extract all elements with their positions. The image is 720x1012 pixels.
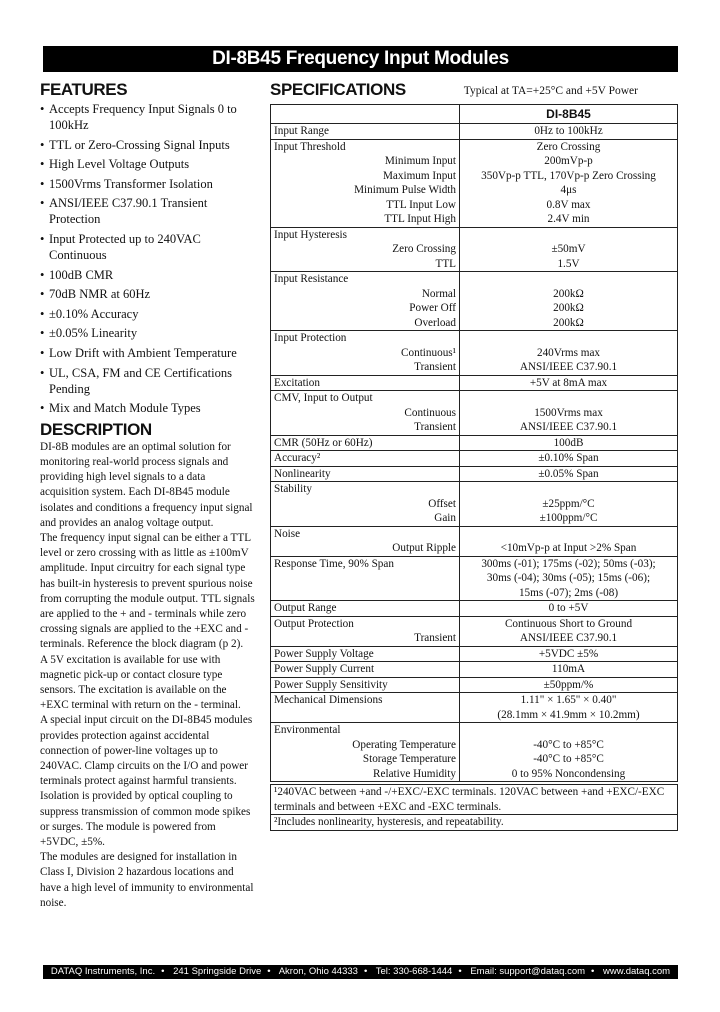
spec-label: Accuracy² [274, 452, 321, 464]
spec-label-cell [271, 331, 460, 376]
table-row [271, 466, 678, 482]
feature-item: • Input Protected up to 240VAC Continuous [40, 231, 255, 263]
spec-value [463, 331, 674, 346]
table-row [271, 556, 678, 601]
table-row [271, 391, 678, 436]
table-row [271, 482, 678, 527]
spec-sublabel: TTL Input Low [386, 198, 456, 211]
spec-value-cell [460, 662, 678, 678]
right-column [270, 80, 678, 831]
spec-value: ±25ppm/°C [542, 497, 595, 510]
spec-value-cell [460, 124, 678, 140]
footnotes [270, 784, 678, 831]
spec-value: ANSI/IEEE C37.90.1 [519, 632, 618, 644]
spec-label-cell [271, 601, 460, 617]
description-heading: DESCRIPTION [40, 419, 152, 439]
spec-label: Power Supply Sensitivity [274, 678, 388, 691]
description-paragraph: DI-8B modules are an optimal solution for monitoring real-world process signals and providing high level signals to a data acquisition system. Each DI-8B45 module isolates and conditions a frequency input signal and provides an analog voltage output. [40, 440, 253, 529]
feature-item: • Mix and Match Module Types [40, 400, 255, 416]
spec-sublabel: Maximum Input [382, 169, 456, 182]
header-spacer [271, 105, 460, 124]
spec-value-cell [460, 272, 678, 331]
spec-value: ±100ppm/°C [539, 512, 598, 524]
spec-value-cell [460, 139, 678, 227]
spec-label-cell [271, 723, 460, 782]
spec-value-cell [460, 693, 678, 723]
spec-value: 200kΩ [553, 287, 584, 300]
spec-value-cell [460, 466, 678, 482]
footer-company: DATAQ Instruments, Inc. [50, 966, 156, 977]
spec-label: Stability [274, 483, 312, 495]
table-row [271, 601, 678, 617]
feature-item: • TTL or Zero-Crossing Signal Inputs [40, 137, 255, 153]
spec-label-cell [271, 451, 460, 467]
feature-item: • ANSI/IEEE C37.90.1 Transient Protection [40, 195, 255, 227]
spec-value-cell [460, 331, 678, 376]
spec-label: Response Time, 90% Span [274, 557, 394, 570]
spec-label: CMR (50Hz or 60Hz) [274, 436, 373, 449]
spec-value [463, 527, 674, 542]
spec-value: 240Vrms max [536, 346, 601, 359]
footer-phone: Tel: 330-668-1444 [375, 966, 453, 977]
spec-value: 100dB [553, 436, 584, 449]
spec-value: 0 to +5V [548, 602, 589, 614]
table-row [271, 139, 678, 227]
spec-label: Power Supply Current [274, 663, 375, 675]
spec-value: +5VDC ±5% [538, 647, 599, 660]
description-paragraph: A special input circuit on the DI-8B45 modules provides protection against accidental connection of power-line voltages up to 240VAC. Clamp circuits on the I/O and power terminals protect against harmful transients. [40, 714, 253, 788]
features-heading: FEATURES [40, 80, 128, 99]
spec-value: 0.8V max [546, 198, 591, 211]
left-column [40, 80, 255, 911]
spec-value [463, 272, 674, 287]
spec-sublabel: TTL [435, 257, 456, 270]
table-row [271, 124, 678, 140]
spec-value: 0Hz to 100kHz [534, 125, 603, 137]
spec-value: ±50ppm/% [543, 678, 594, 691]
footer-city: Akron, Ohio 44333 [278, 966, 358, 977]
footnote: ²Includes nonlinearity, hysteresis, and repeatability. [271, 815, 678, 831]
spec-label-cell [271, 662, 460, 678]
spec-sublabel: Transient [414, 361, 456, 373]
spec-value-cell [460, 451, 678, 467]
spec-label-cell [271, 482, 460, 527]
spec-value: 0 to 95% Noncondensing [511, 767, 626, 780]
spec-value-cell [460, 526, 678, 556]
table-row [271, 331, 678, 376]
footer-email: Email: support@dataq.com [470, 966, 586, 977]
spec-value: 4μs [560, 184, 577, 196]
spec-sublabel: Transient [414, 632, 456, 644]
spec-label-cell [271, 272, 460, 331]
spec-value-cell [460, 646, 678, 662]
spec-label: Input Protection [274, 332, 347, 344]
spec-value [463, 228, 674, 243]
spec-value: 200kΩ [553, 316, 584, 329]
spec-value: 15ms (-07); 2ms (-08) [518, 586, 619, 599]
spec-value: 1500Vrms max [534, 406, 603, 419]
spec-value: +5V at 8mA max [529, 376, 608, 389]
spec-sublabel: TTL Input High [384, 213, 456, 225]
spec-value: (28.1mm × 41.9mm × 10.2mm) [497, 708, 640, 721]
spec-value [463, 391, 674, 406]
spec-label-cell [271, 646, 460, 662]
description-paragraph: A 5V excitation is available for use with magnetic pick-up or contact closure type sensors. The excitation is available on the +EXC terminal with return on the - terminal. [40, 653, 241, 712]
spec-value: 1.11" × 1.65" × 0.40" [520, 694, 617, 706]
table-row [271, 272, 678, 331]
table-row [271, 723, 678, 782]
table-row [271, 451, 678, 467]
feature-item: • 70dB NMR at 60Hz [40, 286, 255, 302]
spec-sublabel: Relative Humidity [373, 767, 456, 780]
spec-sublabel: Minimum Pulse Width [354, 184, 456, 196]
spec-sublabel: Storage Temperature [362, 753, 456, 765]
description-paragraph: The frequency input signal can be either a TTL level or zero crossing with as little as ±100mV amplitude. Input circuitry for each signal type has built-in hysteresis to prevent spurious noise from corrupting the module output. TTL signals are applied to the + and - terminals while zero crossing signals are applied to the +EXC and - terminals. Reference the block diagram (p 2). [40, 531, 255, 651]
spec-label-cell [271, 616, 460, 646]
table-row [271, 227, 678, 272]
spec-label: CMV, Input to Output [274, 392, 373, 404]
spec-value: Continuous Short to Ground [504, 617, 633, 630]
spec-label: Environmental [274, 724, 341, 736]
spec-value-cell [460, 677, 678, 693]
spec-label: Output Range [274, 602, 337, 614]
spec-sublabel: Operating Temperature [352, 738, 456, 751]
table-header-row [271, 105, 678, 124]
spec-label-cell [271, 391, 460, 436]
description-paragraph: Isolation is provided by optical coupling to suppress transmission of common mode spikes or surges. The module is powered from +5VDC, ±5%. [40, 790, 251, 848]
spec-sublabel: Power Off [409, 302, 456, 314]
features-list [40, 101, 255, 416]
spec-label-cell [271, 526, 460, 556]
spec-label: Noise [274, 527, 301, 540]
spec-value: 110mA [551, 663, 586, 675]
spec-label-cell [271, 693, 460, 723]
spec-label: Input Hysteresis [274, 228, 348, 241]
spec-sublabel: Offset [428, 497, 456, 510]
spec-value-cell [460, 375, 678, 391]
spec-sublabel: Overload [414, 316, 456, 329]
specifications-heading: SPECIFICATIONS [270, 80, 406, 99]
spec-value: 200mVp-p [544, 155, 593, 167]
feature-item: • Accepts Frequency Input Signals 0 to 100kHz [40, 101, 255, 133]
description-paragraph: The modules are designed for installation in Class I, Division 2 hazardous locations and have a high level of immunity to environmental noise. [40, 851, 254, 909]
spec-label: Power Supply Voltage [274, 647, 374, 660]
spec-label: Input Resistance [274, 273, 349, 285]
description-body [40, 440, 255, 911]
spec-label: Input Range [274, 125, 329, 137]
spec-label: Excitation [274, 376, 320, 389]
spec-label-cell [271, 435, 460, 451]
spec-sublabel: Zero Crossing [392, 243, 456, 255]
spec-value: -40°C to +85°C [533, 738, 604, 751]
spec-label: Mechanical Dimensions [274, 694, 383, 706]
spec-value-cell [460, 482, 678, 527]
spec-value-cell [460, 601, 678, 617]
page-title: DI-8B45 Frequency Input Modules [43, 46, 678, 72]
spec-label-cell [271, 466, 460, 482]
spec-value-cell [460, 227, 678, 272]
page-footer: DATAQ Instruments, Inc. • 241 Springside Drive • Akron, Ohio 44333 • Tel: 330-668-1444 • Email: support@dataq.com • www.dataq.com [43, 965, 678, 979]
spec-label-cell [271, 375, 460, 391]
specifications-table [270, 104, 678, 782]
spec-value [463, 482, 674, 497]
spec-label-cell [271, 677, 460, 693]
spec-value-cell [460, 723, 678, 782]
table-row [271, 662, 678, 678]
feature-item: • 1500Vrms Transformer Isolation [40, 176, 255, 192]
spec-sublabel: Minimum Input [384, 155, 456, 167]
spec-sublabel: Continuous [404, 406, 456, 419]
feature-item: • UL, CSA, FM and CE Certifications Pending [40, 365, 255, 397]
spec-sublabel: Gain [434, 512, 456, 524]
footer-address: 241 Springside Drive [173, 966, 262, 977]
spec-value: 200kΩ [553, 302, 584, 314]
table-row [271, 693, 678, 723]
spec-label: Input Threshold [274, 140, 346, 153]
spec-value: ANSI/IEEE C37.90.1 [519, 361, 618, 373]
feature-item: • ±0.10% Accuracy [40, 306, 255, 322]
footer-web: www.dataq.com [603, 966, 671, 977]
spec-label-cell [271, 556, 460, 601]
spec-value-cell [460, 556, 678, 601]
spec-value-cell [460, 391, 678, 436]
spec-label-cell [271, 124, 460, 140]
feature-item: • High Level Voltage Outputs [40, 156, 255, 172]
spec-value [463, 723, 674, 738]
spec-value-cell [460, 435, 678, 451]
spec-value: 350Vp-p TTL, 170Vp-p Zero Crossing [481, 169, 656, 182]
spec-value-cell [460, 616, 678, 646]
spec-value: 1.5V [557, 257, 580, 270]
feature-item: • 100dB CMR [40, 267, 255, 283]
spec-value: <10mVp-p at Input >2% Span [500, 542, 637, 554]
specifications-header [270, 80, 678, 102]
table-row [271, 677, 678, 693]
spec-sublabel: Transient [414, 421, 456, 433]
table-row [271, 526, 678, 556]
spec-value: 30ms (-04); 30ms (-05); 15ms (-06); [486, 572, 651, 584]
table-row [271, 375, 678, 391]
spec-value: ±0.05% Span [538, 467, 599, 480]
table-row [271, 435, 678, 451]
spec-label: Nonlinearity [274, 467, 331, 480]
table-row [271, 616, 678, 646]
spec-sublabel: Continuous¹ [401, 346, 456, 359]
spec-label-cell [271, 227, 460, 272]
spec-value: 300ms (-01); 175ms (-02); 50ms (-03); [481, 557, 656, 570]
spec-value: 2.4V min [547, 213, 590, 225]
spec-value: ±0.10% Span [538, 452, 599, 464]
spec-sublabel: Normal [421, 287, 456, 300]
spec-label-cell [271, 139, 460, 227]
feature-item: • ±0.05% Linearity [40, 325, 255, 341]
footnote: ¹240VAC between +and -/+EXC/-EXC terminals. 120VAC between +and +EXC/-EXC terminals and between +EXC and -EXC terminals. [271, 785, 678, 815]
model-column-header: DI-8B45 [460, 105, 678, 124]
spec-value: Zero Crossing [536, 140, 601, 153]
spec-label: Output Protection [274, 617, 354, 630]
spec-value: ±50mV [551, 243, 586, 255]
spec-value: ANSI/IEEE C37.90.1 [519, 421, 618, 433]
feature-item: • Low Drift with Ambient Temperature [40, 345, 255, 361]
spec-value: -40°C to +85°C [533, 753, 604, 765]
spec-sublabel: Output Ripple [392, 542, 456, 554]
table-row [271, 646, 678, 662]
typical-conditions: Typical at TA=+25°C and +5V Power [463, 85, 638, 97]
